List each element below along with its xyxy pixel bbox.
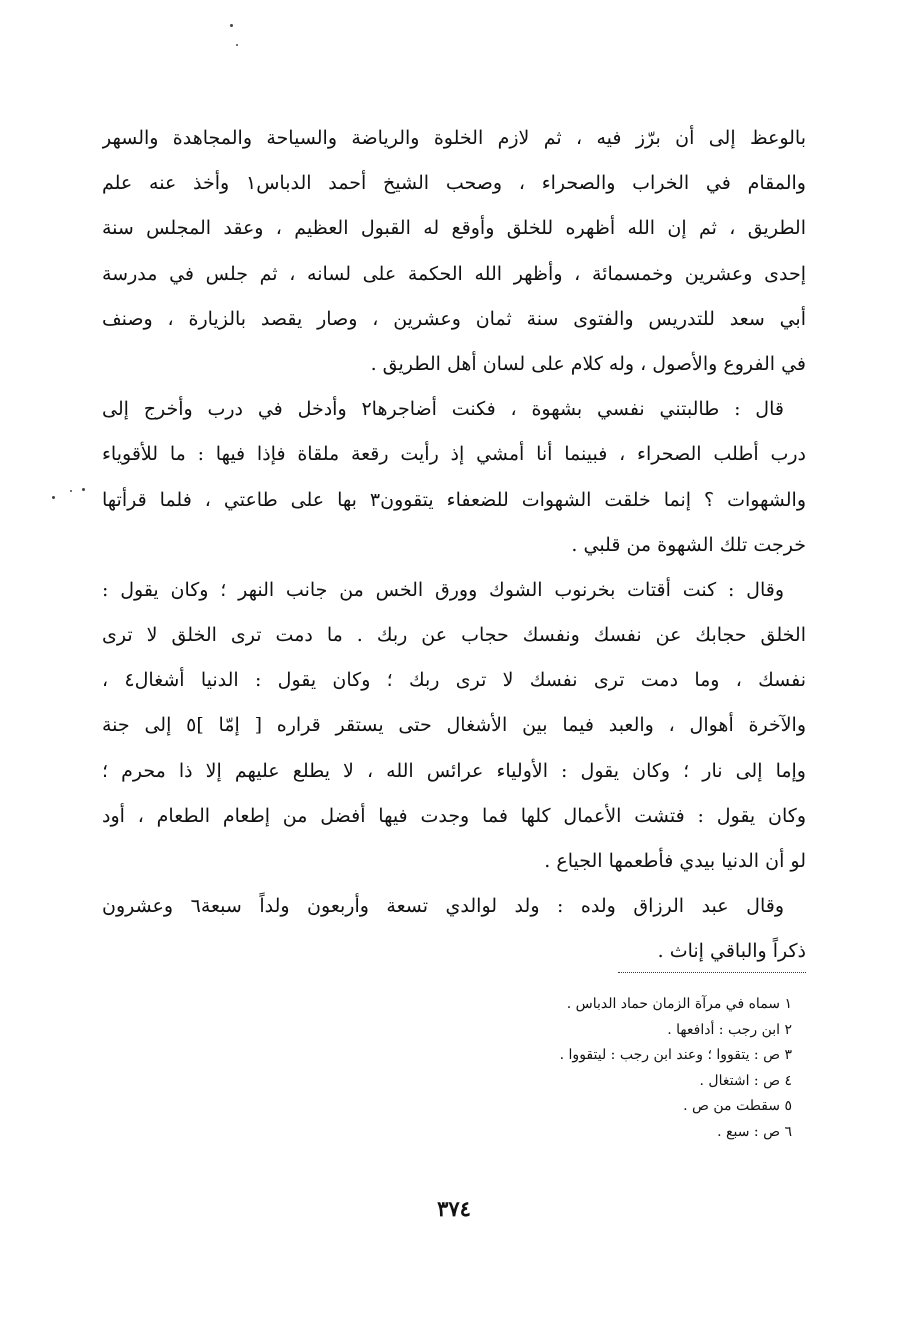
text-line: بالوعظ إلى أن برّز فيه ، ثم لازم الخلوة والرياضة والسياحة والمجاهدة والسهر xyxy=(102,127,806,149)
footnote-1: ١ سماه في مرآة الزمان حماد الدباس . xyxy=(566,996,792,1012)
text-line: أبي سعد للتدريس والفتوى سنة ثمان وعشرين ، وصار يقصد بالزيارة ، وصنف xyxy=(102,307,806,330)
scan-speck xyxy=(82,488,85,491)
scan-speck xyxy=(52,496,55,499)
page-number: ٣٧٤ xyxy=(437,1196,471,1221)
text-line: وكان يقول : فتشت الأعمال كلها فما وجدت فيها أفضل من إطعام الطعام ، أود xyxy=(102,804,806,827)
footnotes xyxy=(300,992,792,1145)
text-line: والمقام في الخراب والصحراء ، وصحب الشيخ أحمد الدباس١ وأخذ عنه علم xyxy=(102,172,806,195)
text-line: خرجت تلك الشهوة من قلبي . xyxy=(571,533,806,556)
text-line: وقال : كنت أقتات بخرنوب الشوك وورق الخس من جانب النهر ؛ وكان يقول : xyxy=(102,578,784,601)
text-line: وإما إلى نار ؛ وكان يقول : الأولياء عرائس الله ، لا يطلع عليهم إلا ذا محرم ؛ xyxy=(102,759,806,782)
footnote-5: ٥ سقطت من ص . xyxy=(683,1098,792,1114)
text-line: ذكراً والباقي إناث . xyxy=(657,940,806,963)
footnote-separator xyxy=(618,972,806,973)
footnote-6: ٦ ص : سبع . xyxy=(717,1123,792,1140)
text-line: في الفروع والأصول ، وله كلام على لسان أهل الطريق . xyxy=(370,352,806,375)
text-line: والشهوات ؟ إنما خلقت الشهوات للضعفاء يتقوون٣ بها على طاعتي ، فلما قرأتها xyxy=(102,488,806,511)
main-text xyxy=(102,116,806,975)
scan-speck xyxy=(236,44,238,46)
text-line: درب أطلب الصحراء ، فبينما أنا أمشي إذ رأيت رقعة ملقاة فإذا فيها : ما للأقوياء xyxy=(102,443,806,466)
text-line: والآخرة أهوال ، والعبد فيما بين الأشغال حتى يستقر قراره [ إمّا ]٥ إلى جنة xyxy=(102,714,806,737)
text-line: وقال عبد الرزاق ولده : ولد لوالدي تسعة وأربعون ولداً سبعة٦ وعشرون xyxy=(102,895,784,918)
text-line: إحدى وعشرين وخمسمائة ، وأظهر الله الحكمة على لسانه ، ثم جلس في مدرسة xyxy=(102,262,806,285)
text-line: الطريق ، ثم إن الله أظهره للخلق وأوقع له القبول العظيم ، وعقد المجلس سنة xyxy=(102,217,806,240)
footnote-2: ٢ ابن رجب : أدافعها . xyxy=(667,1021,792,1038)
scan-speck xyxy=(230,24,233,27)
footnote-4: ٤ ص : اشتغال . xyxy=(699,1072,792,1089)
scan-speck xyxy=(70,490,72,492)
footnote-3: ٣ ص : يتقووا ؛ وعند ابن رجب : ليتقووا . xyxy=(559,1047,792,1063)
text-line: الخلق حجابك عن نفسك ونفسك حجاب عن ربك . ما دمت ترى الخلق لا ترى xyxy=(102,624,806,647)
text-line: قال : طالبتني نفسي بشهوة ، فكنت أضاجرها٢ وأدخل في درب وأخرج إلى xyxy=(102,398,784,421)
text-line: نفسك ، وما دمت ترى نفسك لا ترى ربك ؛ وكان يقول : الدنيا أشغال٤ ، xyxy=(102,669,806,692)
text-line: لو أن الدنيا بيدي فأطعمها الجياع . xyxy=(544,850,806,872)
